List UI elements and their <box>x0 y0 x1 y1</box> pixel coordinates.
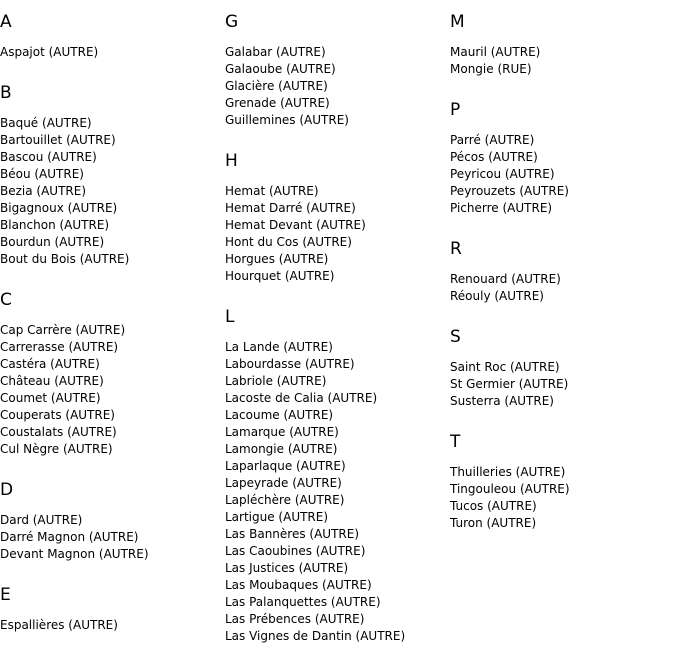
street-entry[interactable]: Hemat (AUTRE) <box>225 184 319 198</box>
letter-section-d <box>0 480 222 563</box>
index-column-3 <box>450 12 672 554</box>
street-entry[interactable]: Carrerasse (AUTRE) <box>0 340 119 354</box>
street-entry[interactable]: Guillemines (AUTRE) <box>225 113 349 127</box>
entry-list <box>450 44 672 78</box>
letter-heading: S <box>450 327 461 347</box>
entry-list <box>450 271 672 305</box>
index-column-1 <box>0 12 222 656</box>
street-entry[interactable]: Espallières (AUTRE) <box>0 618 118 632</box>
street-entry[interactable]: Cap Carrère (AUTRE) <box>0 323 126 337</box>
letter-section-h <box>225 151 447 285</box>
street-entry[interactable]: Réouly (AUTRE) <box>450 289 544 303</box>
street-entry[interactable]: Blanchon (AUTRE) <box>0 218 110 232</box>
street-entry[interactable]: Hemat Devant (AUTRE) <box>225 218 366 232</box>
street-entry[interactable]: Pécos (AUTRE) <box>450 150 538 164</box>
street-entry[interactable]: Las Palanquettes (AUTRE) <box>225 595 381 609</box>
entry-list <box>0 322 222 458</box>
street-entry[interactable]: Renouard (AUTRE) <box>450 272 561 286</box>
street-entry[interactable]: Lapléchère (AUTRE) <box>225 493 345 507</box>
street-entry[interactable]: Lacoume (AUTRE) <box>225 408 334 422</box>
street-entry[interactable]: Béou (AUTRE) <box>0 167 84 181</box>
letter-section-a <box>0 12 222 61</box>
entry-list <box>0 617 222 634</box>
street-entry[interactable]: Coumet (AUTRE) <box>0 391 101 405</box>
street-entry[interactable]: Cul Nègre (AUTRE) <box>0 442 113 456</box>
street-entry[interactable]: Château (AUTRE) <box>0 374 104 388</box>
street-entry[interactable]: Grenade (AUTRE) <box>225 96 330 110</box>
street-entry[interactable]: Devant Magnon (AUTRE) <box>0 547 149 561</box>
street-entry[interactable]: Bascou (AUTRE) <box>0 150 97 164</box>
street-entry[interactable]: Horgues (AUTRE) <box>225 252 329 266</box>
street-entry[interactable]: Lamarque (AUTRE) <box>225 425 339 439</box>
street-entry[interactable]: Las Caoubines (AUTRE) <box>225 544 366 558</box>
street-entry[interactable]: Tingouleou (AUTRE) <box>450 482 570 496</box>
street-entry[interactable]: Couperats (AUTRE) <box>0 408 115 422</box>
letter-heading: R <box>450 239 462 259</box>
street-entry[interactable]: St Germier (AUTRE) <box>450 377 569 391</box>
entry-list <box>225 44 447 129</box>
letter-section-s <box>450 327 672 410</box>
letter-heading: L <box>225 307 235 327</box>
letter-section-b <box>0 83 222 268</box>
street-entry[interactable]: Las Moubaques (AUTRE) <box>225 578 372 592</box>
street-entry[interactable]: Tucos (AUTRE) <box>450 499 537 513</box>
street-entry[interactable]: Hourquet (AUTRE) <box>225 269 335 283</box>
street-entry[interactable]: Darré Magnon (AUTRE) <box>0 530 139 544</box>
street-entry[interactable]: Saint Roc (AUTRE) <box>450 360 560 374</box>
street-entry[interactable]: Bigagnoux (AUTRE) <box>0 201 118 215</box>
index-column-2 <box>225 12 447 667</box>
street-entry[interactable]: Mauril (AUTRE) <box>450 45 541 59</box>
street-entry[interactable]: Turon (AUTRE) <box>450 516 537 530</box>
street-entry[interactable]: Las Vignes de Dantin (AUTRE) <box>225 629 406 643</box>
street-entry[interactable]: Bout du Bois (AUTRE) <box>0 252 130 266</box>
letter-heading: M <box>450 12 465 32</box>
street-entry[interactable]: La Lande (AUTRE) <box>225 340 333 354</box>
street-entry[interactable]: Aspajot (AUTRE) <box>0 45 99 59</box>
entry-list <box>450 464 672 532</box>
street-entry[interactable]: Peyricou (AUTRE) <box>450 167 555 181</box>
entry-list <box>0 512 222 563</box>
letter-section-t <box>450 432 672 532</box>
entry-list <box>0 44 222 61</box>
street-entry[interactable]: Parré (AUTRE) <box>450 133 535 147</box>
street-entry[interactable]: Las Prébences (AUTRE) <box>225 612 365 626</box>
letter-heading: D <box>0 480 14 500</box>
street-entry[interactable]: Hemat Darré (AUTRE) <box>225 201 356 215</box>
street-entry[interactable]: Lapeyrade (AUTRE) <box>225 476 342 490</box>
street-entry[interactable]: Dard (AUTRE) <box>0 513 83 527</box>
street-entry[interactable]: Lartigue (AUTRE) <box>225 510 329 524</box>
street-entry[interactable]: Peyrouzets (AUTRE) <box>450 184 569 198</box>
street-entry[interactable]: Hont du Cos (AUTRE) <box>225 235 352 249</box>
street-entry[interactable]: Glacière (AUTRE) <box>225 79 328 93</box>
letter-section-g <box>225 12 447 129</box>
letter-section-m <box>450 12 672 78</box>
letter-section-e <box>0 585 222 634</box>
street-entry[interactable]: Coustalats (AUTRE) <box>0 425 117 439</box>
street-entry[interactable]: Bartouillet (AUTRE) <box>0 133 116 147</box>
street-entry[interactable]: Thuilleries (AUTRE) <box>450 465 566 479</box>
street-entry[interactable]: Bezia (AUTRE) <box>0 184 87 198</box>
street-entry[interactable]: Susterra (AUTRE) <box>450 394 554 408</box>
letter-section-l <box>225 307 447 645</box>
letter-section-r <box>450 239 672 305</box>
entry-list <box>450 132 672 217</box>
street-entry[interactable]: Mongie (RUE) <box>450 62 532 76</box>
letter-section-c <box>0 290 222 458</box>
street-entry[interactable]: Galabar (AUTRE) <box>225 45 326 59</box>
street-entry[interactable]: Labourdasse (AUTRE) <box>225 357 355 371</box>
letter-heading: A <box>0 12 12 32</box>
street-entry[interactable]: Lamongie (AUTRE) <box>225 442 338 456</box>
street-entry[interactable]: Picherre (AUTRE) <box>450 201 553 215</box>
entry-list <box>225 339 447 645</box>
letter-heading: P <box>450 100 461 120</box>
street-entry[interactable]: Baqué (AUTRE) <box>0 116 92 130</box>
entry-list <box>450 359 672 410</box>
letter-heading: C <box>0 290 12 310</box>
letter-heading: B <box>0 83 12 103</box>
street-entry[interactable]: Laparlaque (AUTRE) <box>225 459 346 473</box>
entry-list <box>0 115 222 268</box>
street-entry[interactable]: Las Justices (AUTRE) <box>225 561 349 575</box>
street-entry[interactable]: Bourdun (AUTRE) <box>0 235 105 249</box>
street-entry[interactable]: Las Bannères (AUTRE) <box>225 527 360 541</box>
street-entry[interactable]: Galaoube (AUTRE) <box>225 62 336 76</box>
letter-heading: E <box>0 585 11 605</box>
street-entry[interactable]: Lacoste de Calia (AUTRE) <box>225 391 378 405</box>
street-entry[interactable]: Castéra (AUTRE) <box>0 357 100 371</box>
letter-heading: H <box>225 151 238 171</box>
entry-list <box>225 183 447 285</box>
letter-heading: G <box>225 12 239 32</box>
letter-section-p <box>450 100 672 217</box>
letter-heading: T <box>450 432 461 452</box>
street-entry[interactable]: Labriole (AUTRE) <box>225 374 327 388</box>
